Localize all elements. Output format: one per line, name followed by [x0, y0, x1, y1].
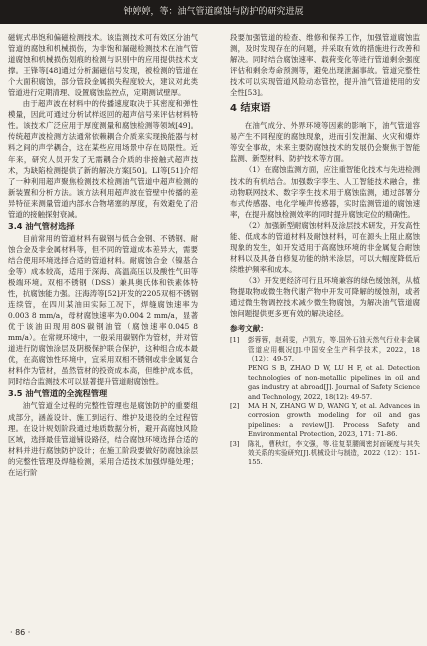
right-column: [230, 32, 420, 468]
reference-item: [230, 402, 420, 440]
reference-item: [230, 364, 420, 402]
paragraph: （2）加强新型耐腐蚀材料及涂层技术研发，开发高性能、低成本的管道材料及耐蚀材料，可在源头上阻止腐蚀现象的发生，如开发适用于高腐蚀环境的非金属复合耐蚀材料以及具备自修复功能的纳米涂层，可以大幅度降低后续维护频率和成本。: [230, 220, 420, 274]
reference-text: [248, 402, 420, 440]
section-heading-3-4: 3.4 油气管材选择: [8, 220, 75, 231]
reference-number: [230, 364, 248, 402]
paragraph: 磁轭式串饱和偏磁检测技术。该监测技术可有效区分油气管道的腐蚀和机械损伤，为非饱和漏磁检测技术在油气管道腐蚀和机械损伤划痕的检测与识别中的应用提供技术支撑。王锋等[48]通过分析漏磁信号发现，被检测的管道在个大面积腐蚀，部分管段金属损失程度较大，建议对此类管道进行定期清理、设置腐蚀监控点，定期测试壁厚。: [8, 33, 198, 98]
reference-text: [248, 336, 420, 364]
reference-number: [1]: [230, 336, 240, 345]
section-heading-3-5: 3.5 油气管道的全流程管理: [8, 388, 108, 399]
page-number: · 86 ·: [10, 628, 31, 637]
running-header: [0, 0, 427, 24]
paragraph: 油气管道全过程的完整性管理也是腐蚀防护的重要组成部分，涵盖设计、施工到运行、维护及退役的全过程管理。在设计规划阶段通过地质数据分析，避开高腐蚀风险区域，选择最佳管道铺设路径，结合腐蚀环境选择合适的材料并进行腐蚀防护设计；在施工阶段要做好防腐蚀涂层的完整性管理及焊缝检测，采用合适技术加强焊缝处理；在运行阶: [8, 401, 198, 477]
paragraph: （3）开发更经济可行且环境兼容的绿色缓蚀剂，从植物提取物或微生物代谢产物中开发可降解的缓蚀剂，或者通过微生物调控技术减少微生物腐蚀，为解决油气管道腐蚀问题提供更多更有效的解决途径。: [230, 275, 420, 319]
running-title: 钟婷婷，等：油气管道腐蚀与防护的研究进展: [123, 7, 304, 17]
left-column: [8, 32, 198, 478]
reference-item: [230, 440, 420, 468]
reference-text: [248, 364, 420, 402]
paragraph: 目前常用的管道材料有碳钢与低合金钢、不锈钢、耐蚀合金及非金属材料等，但不同的管道成本差异大，需要结合使用环境选择合适的管道材料。耐腐蚀合金（镍基合金等）成本较高，适用于深海、高温高压以及酸性气田等极端环境。双相不锈钢（DSS）兼具奥氏体和铁素体特性，抗腐蚀能力强。汪海涛等[52]开发的2205双相不锈钢连续管，在四川某油田实际工况下，焊缝腐蚀速率为0.003 8 mm/a，母材腐蚀速率为0.004 2 mm/a，显著优于该油田现用80S碳钢油管（腐蚀速率0.045 8 mm/a）。在常规环境中，一般采用碳钢作为管材，并对管道进行防腐蚀涂层及阴极保护联合保护，这种组合成本最优，在高腐蚀性环境中，宜采用双相不锈钢或非金属复合材料作为管材，虽然管材的投资成本高，但维护成本低，同时结合监测技术可以显著提升管道耐腐蚀性。: [8, 233, 198, 387]
reference-text: [248, 440, 420, 468]
paragraph: 在油气成分、外界环境等因素的影响下，油气管道容易产生不同程度的腐蚀现象，进而引发泄漏、火灾和爆炸等安全事故，未来主要防腐蚀技术的发展仍会聚焦于智能监测、新型材料、防护技术等方面。: [230, 121, 420, 164]
paragraph: 由于超声波在材料中的传播速度取决于其密度和弹性模量，因此可通过分析试样返回的超声信号来评估材料特性。该技术广泛应用于厚度测量和腐蚀检测等领域[49]。传统超声波检测方法通常依赖耦合介质来实现换能器与材料之间的声学耦合，这在某些应用场景中存在局限性。近年来，研究人员开发了无需耦合介质的非接触式超声技术，为缺陷检测提供了新的解决方案[50]。LI等[51]介绍了一种利用超声聚焦检测技术检测油气管道中超声检测的新装置和分析方法。该方法利用超声波在管壁中传播的差异特征来测量管道内部水合物堵塞的厚度，有效避免了沿管道的接触探射衰减。: [8, 99, 198, 219]
references-heading: 参考文献：: [230, 324, 268, 334]
section-heading-4: 4 结束语: [230, 103, 271, 115]
paragraph: （1）在腐蚀监测方面，应注重智能化技术与先进检测技术的有机结合。加强数字孪生、人工智能技术融合，推动物联网技术、数字孪生技术用于腐蚀监测，通过部署分布式传感器、电化学噪声传感器，实时监测管道的腐蚀速率，在提升腐蚀检测效率的同时提升腐蚀定位的精确性。: [230, 165, 420, 219]
reference-line: 彭蓉蓉，赵莉雯，卢凯方，等.国外石油天然气行业非金属管道应用概况[J].中国安全生产科学技术，2022，18（12）：49-57.: [248, 336, 420, 363]
reference-line: MA H N, ZHANG W D, WANG Y, et al. Advances in corrosion growth modeling for oil and gas pipelines: a review[J]. Process Safety and Environmental Protection, 2023, 171: 71-86.: [248, 401, 420, 439]
paragraph: 段要加强管道的检查、维修和保养工作，加强管道腐蚀监测，及时发现存在的问题，并采取有效的措施进行改善和解决。同时结合腐蚀速率、载荷变化等进行管道剩余强度评估和剩余寿命预测等，避免出现泄漏事故。管道完整性技术可以实现管道风险动态管控，提升油气管道使用的安全性[53]。: [230, 33, 420, 98]
reference-number: [2]: [230, 401, 240, 410]
reference-item: [230, 336, 420, 364]
reference-line: 陈礼，曹秋红，李文强，等.往复泵腰阀密封面硬度与其失效关系的实验研究[J].机械设计与制造，2022（12）：151-155.: [248, 439, 420, 467]
reference-list: [230, 336, 420, 468]
reference-number: [3]: [230, 439, 240, 448]
reference-line: PENG S B, ZHAO D W, LU H F, et al. Detection technologies of non-metallic pipelines in oil and gas industry at abroad[J]. Journal of Safety Science and Technology, 2022, 18(12): 49-57.: [248, 364, 420, 401]
